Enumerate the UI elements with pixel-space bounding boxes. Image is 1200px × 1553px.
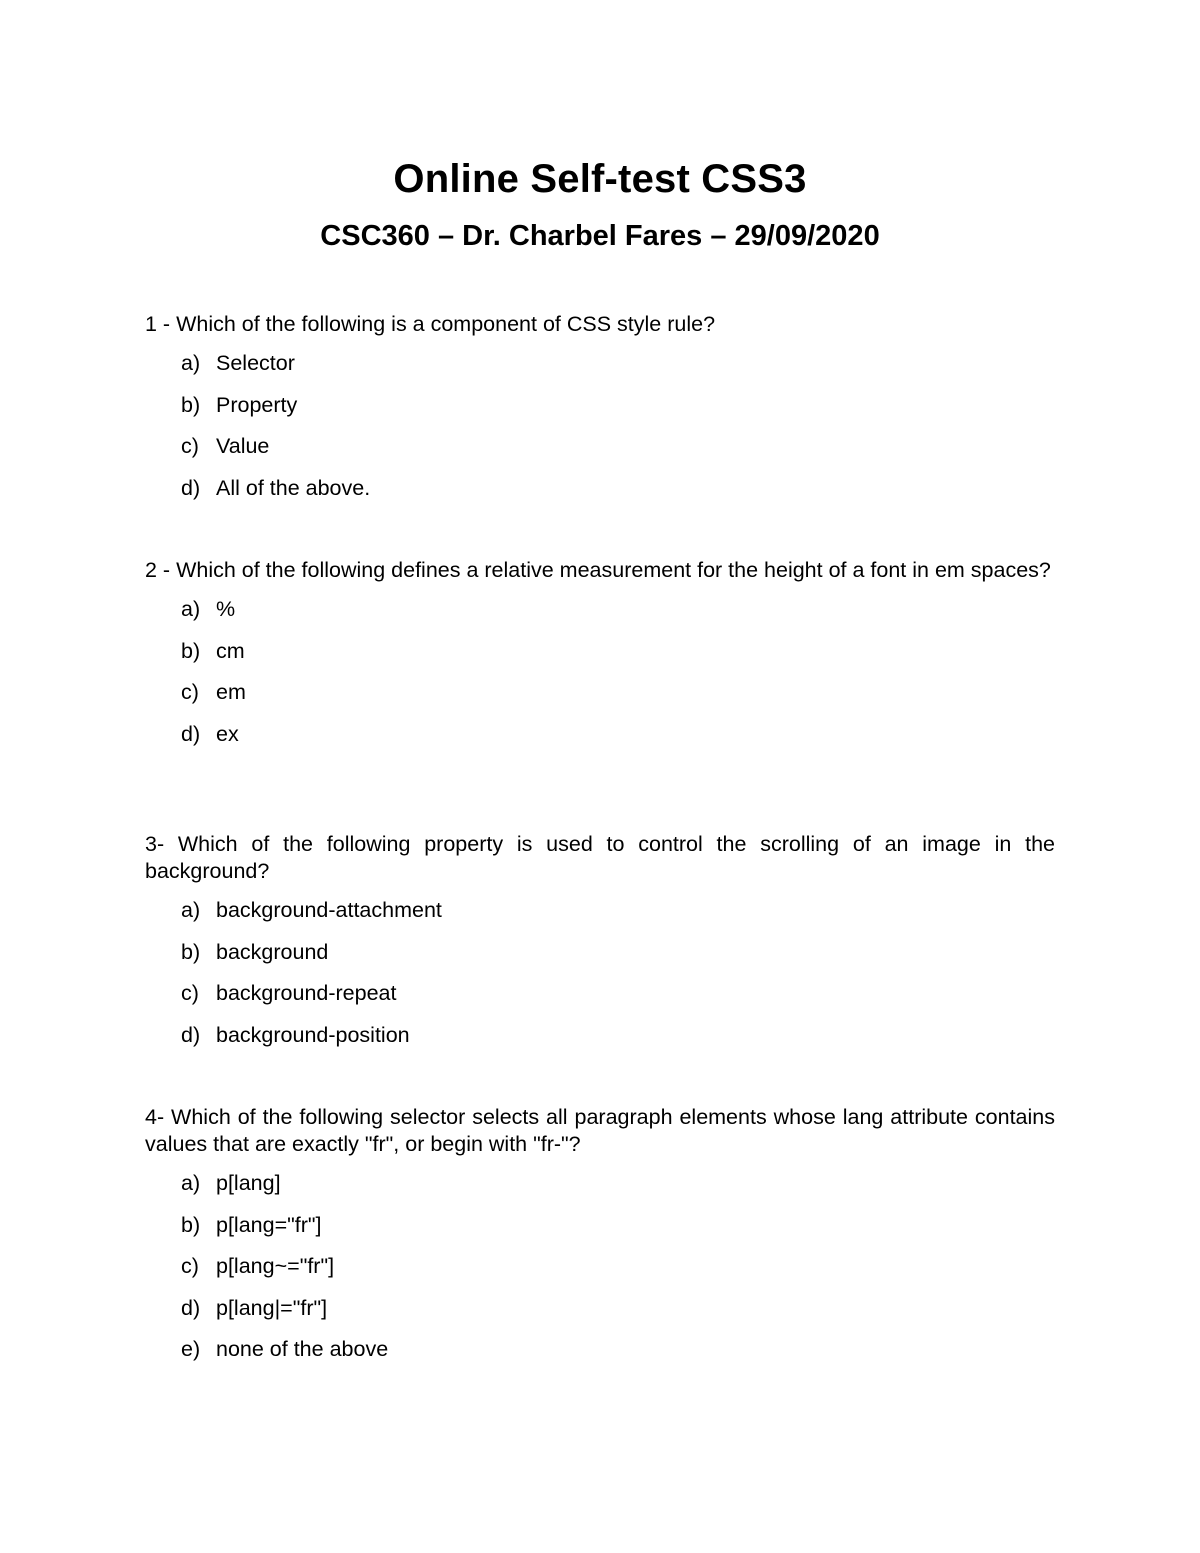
option-c — [145, 433, 1055, 475]
option-text: em — [216, 680, 246, 704]
question-1 — [145, 311, 1055, 516]
option-b — [145, 939, 1055, 981]
option-letter: b) — [181, 638, 201, 663]
option-letter: b) — [181, 392, 201, 417]
option-b — [145, 1212, 1055, 1254]
option-letter: a) — [181, 898, 201, 922]
option-a — [145, 897, 1055, 939]
option-c — [145, 1253, 1055, 1295]
option-text: p[lang~="fr"] — [216, 1254, 335, 1278]
question-text: 2 - Which of the following defines a relative measurement for the height of a font in em spaces? — [145, 558, 1051, 582]
option-a — [145, 596, 1055, 638]
option-letter: a) — [181, 1171, 201, 1195]
options-list — [145, 596, 1055, 762]
option-a — [145, 350, 1055, 392]
options-list — [145, 350, 1055, 516]
option-e — [145, 1336, 1055, 1378]
option-letter: a) — [181, 351, 201, 375]
option-b — [145, 392, 1055, 434]
option-c — [145, 679, 1055, 721]
option-d — [145, 1022, 1055, 1064]
option-letter: c) — [181, 680, 199, 704]
option-c — [145, 980, 1055, 1022]
option-letter: d) — [181, 1022, 201, 1047]
document-subtitle: CSC360 – Dr. Charbel Fares – 29/09/2020 — [320, 220, 880, 252]
option-text: background — [216, 939, 329, 964]
option-letter: d) — [181, 1295, 201, 1320]
option-a — [145, 1170, 1055, 1212]
option-text: % — [216, 597, 236, 621]
option-d — [145, 1295, 1055, 1337]
option-text: p[lang] — [216, 1171, 281, 1195]
document-title: Online Self-test CSS3 — [393, 157, 807, 201]
option-text: p[lang="fr"] — [216, 1212, 322, 1237]
question-text: 3- Which of the following property is used to control the scrolling of an image in the background? — [145, 832, 1055, 883]
question-text: 1 - Which of the following is a component of CSS style rule? — [145, 312, 716, 336]
option-letter: c) — [181, 1254, 199, 1278]
question-text: 4- Which of the following selector selects all paragraph elements whose lang attribute contains values that are exactly "fr", or begin with "fr-"? — [145, 1105, 1055, 1156]
option-text: cm — [216, 638, 245, 663]
option-letter: a) — [181, 597, 201, 621]
question-3 — [145, 831, 1055, 1063]
option-text: background-repeat — [216, 981, 397, 1005]
option-text: none of the above — [216, 1337, 389, 1361]
options-list — [145, 897, 1055, 1063]
option-d — [145, 721, 1055, 763]
option-text: Value — [216, 434, 270, 458]
option-letter: c) — [181, 434, 199, 458]
question-2 — [145, 557, 1055, 762]
options-list — [145, 1170, 1055, 1378]
option-letter: d) — [181, 475, 201, 500]
option-text: p[lang|="fr"] — [216, 1295, 328, 1320]
option-text: Property — [216, 392, 298, 417]
option-text: background-attachment — [216, 898, 442, 922]
option-text: ex — [216, 721, 239, 746]
option-letter: b) — [181, 939, 201, 964]
option-letter: c) — [181, 981, 199, 1005]
option-b — [145, 638, 1055, 680]
option-letter: d) — [181, 721, 201, 746]
option-letter: e) — [181, 1337, 201, 1361]
question-4 — [145, 1104, 1055, 1378]
option-text: Selector — [216, 351, 295, 375]
option-d — [145, 475, 1055, 517]
option-text: All of the above. — [216, 475, 371, 500]
option-text: background-position — [216, 1022, 410, 1047]
option-letter: b) — [181, 1212, 201, 1237]
